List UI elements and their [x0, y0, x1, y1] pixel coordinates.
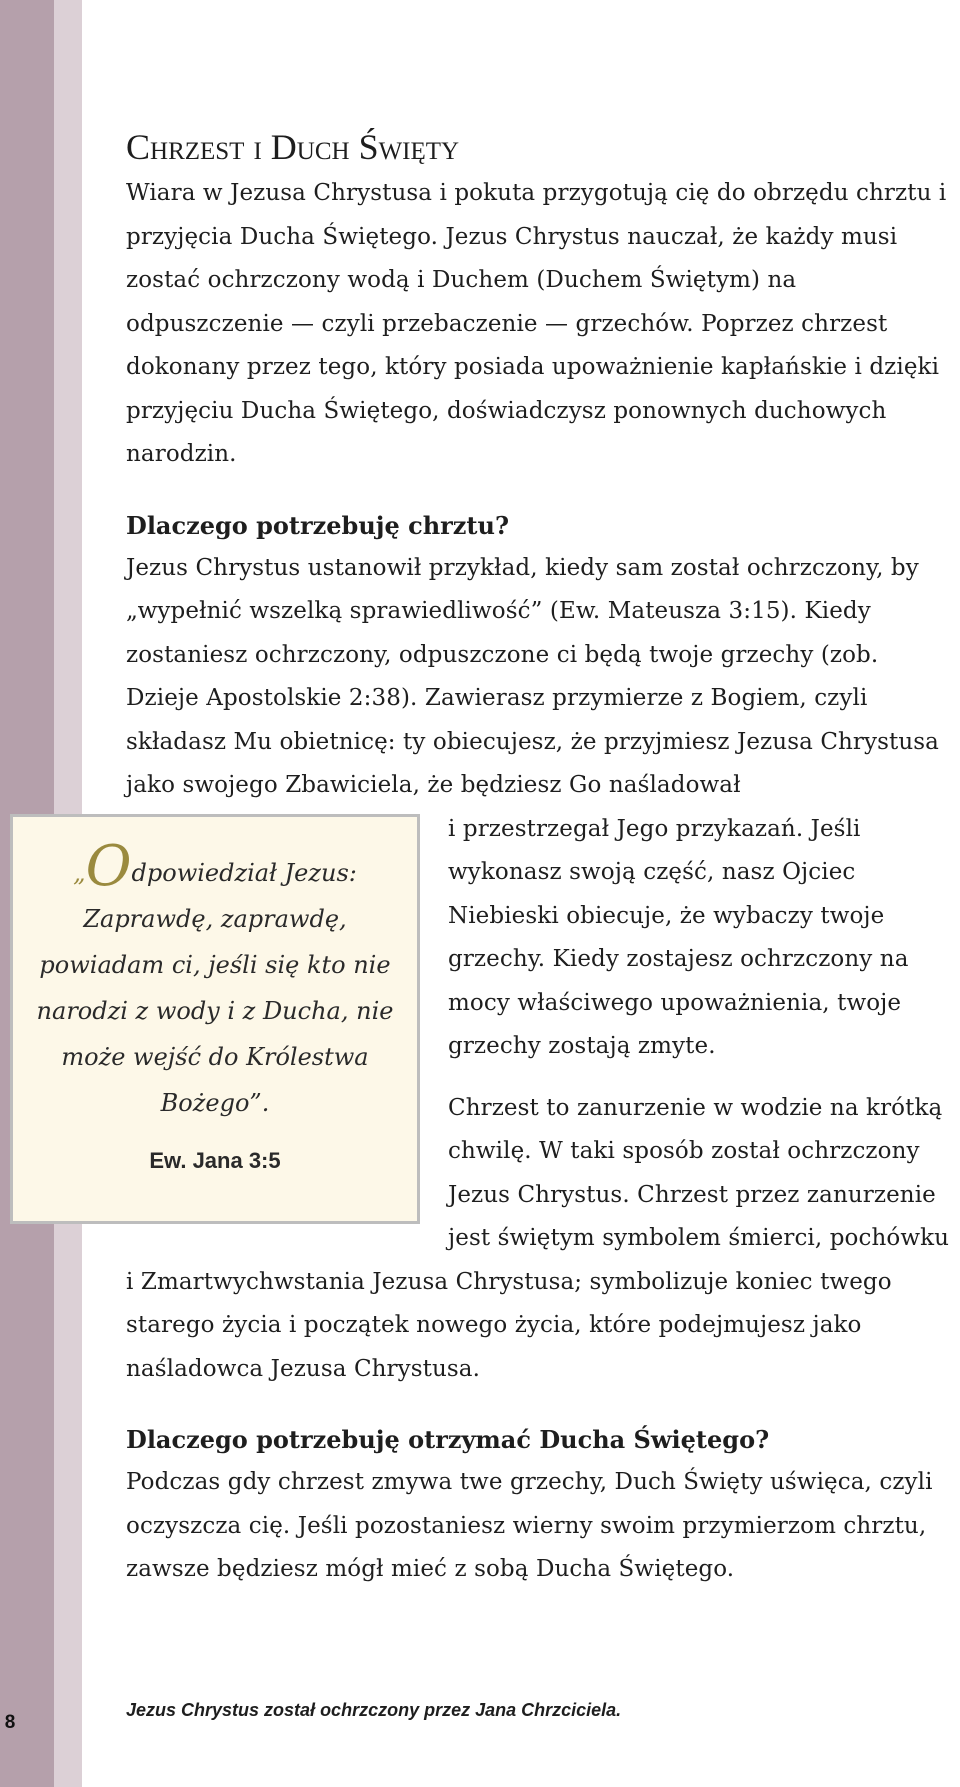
scripture-quote-box: [10, 814, 420, 1224]
intro-paragraph: Wiara w Jezusa Chrystusa i pokuta przygotują cię do obrzędu chrztu i przyjęcia Ducha Świętego. Jezus Chrystus nauczał, że każdy musi zostać ochrzczony wodą i Duchem (Duchem Świętym) na odpuszczenie — czyli przebaczenie — grzechów. Poprzez chrzest dokonany przez tego, który posiada upoważnienie kapłańskie i dzięki przyjęciu Ducha Świętego, doświadczysz ponownych duchowych narodzin.: [126, 180, 947, 467]
baptism-section-body: [36, 547, 956, 1392]
page-number: 8: [4, 1712, 16, 1733]
baptism-paragraph-1-part-a: Jezus Chrystus ustanowił przykład, kiedy sam został ochrzczony, by „wypełnić wszelką sprawiedliwość” (Ew. Mateusza 3:15). Kiedy zostaniesz ochrzczony, odpuszczone ci będą twoje grzechy (zob. Dzieje Apostolskie 2:38). Zawierasz przymierze z Bogiem, czyli składasz Mu obietnicę: ty obiecujesz, że przyjmiesz Jezusa Chrystusa jako swojego Zbawiciela, że będziesz Go naśladował: [126, 554, 939, 798]
baptism-paragraph-1: [126, 547, 956, 808]
page-title: Chrzest i Duch Święty: [126, 127, 460, 167]
image-caption: Jezus Chrystus został ochrzczony przez Jana Chrzciciela.: [126, 1700, 622, 1720]
section-heading-baptism: Dlaczego potrzebuję chrztu?: [126, 510, 510, 540]
section-heading-holy-ghost: Dlaczego potrzebuję otrzymać Ducha Świętego?: [126, 1425, 770, 1454]
quote-initial-letter: O: [85, 833, 132, 899]
baptism-paragraph-2: Chrzest to zanurzenie w wodzie na krótką chwilę. W taki sposób został ochrzczony Jezus Chrystus. Chrzest przez zanurzenie jest świętym symbolem śmierci, pochówku i Zmartwychwstania Jezusa Chrystusa; symbolizuje koniec twego starego życia i początek nowego życia, które podejmujesz jako naśladowca Jezusa Chrystusa.: [126, 1094, 950, 1382]
quote-body: dpowiedział Jezus: Zaprawdę, zaprawdę, powiadam ci, jeśli się kto nie narodzi z wody i z Ducha, nie może wejść do Królestwa Bożego”.: [36, 858, 394, 1117]
holy-ghost-paragraph: Podczas gdy chrzest zmywa twe grzechy, Duch Święty uświęca, czyli oczyszcza cię. Jeśli pozostaniesz wierny swoim przymierzom chrztu, zawsze będziesz mógł mieć z sobą Ducha Świętego.: [126, 1469, 933, 1582]
quote-open-mark: „: [73, 858, 86, 887]
quote-text: [25, 833, 405, 1126]
main-content: [36, 126, 956, 1592]
baptism-paragraph-1-continued: i przestrzegał Jego przykazań. Jeśli wykonasz swoją część, nasz Ojciec Niebieski obiecuje, że wybaczy twoje grzechy. Kiedy zostajesz ochrzczony na mocy właściwego upoważnienia, twoje grzechy zostają zmyte.: [448, 815, 909, 1059]
quote-source: Ew. Jana 3:5: [149, 1147, 281, 1173]
